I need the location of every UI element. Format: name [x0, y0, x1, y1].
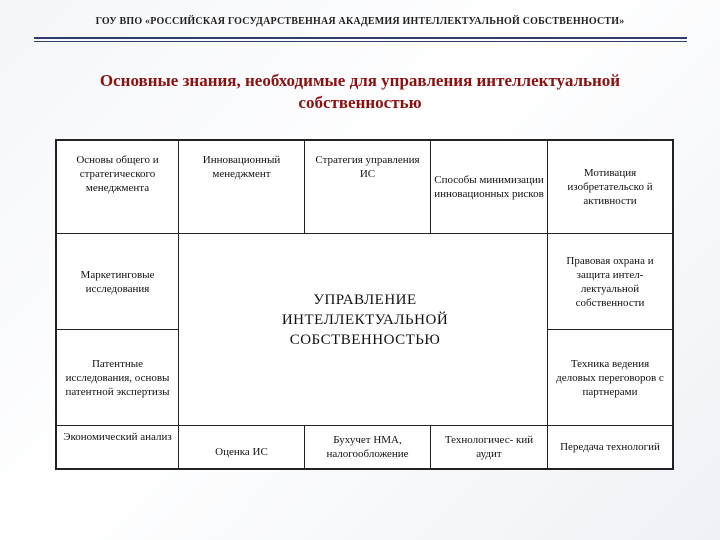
box-ip-strategy-label: Стратегия управления ИС	[315, 154, 420, 180]
slide-title-line-2: собственностью	[298, 93, 422, 112]
box-innovation-management	[178, 140, 305, 234]
header-divider	[34, 37, 687, 39]
slide-title	[40, 70, 680, 114]
diagram-center-label	[195, 290, 535, 350]
box-ip-valuation	[178, 425, 305, 469]
box-economic-analysis-label: Экономический анализ	[63, 431, 172, 443]
box-risk-minimization-label: Способы минимизации инновационных рисков	[434, 174, 544, 200]
box-technology-transfer	[547, 425, 673, 469]
box-marketing-research-label: Маркетинговые исследования	[80, 268, 155, 295]
box-negotiation-technique-label: Техника ведения деловых переговоров с партнерами	[556, 357, 664, 398]
box-legal-protection	[547, 233, 673, 330]
box-ip-strategy	[304, 140, 431, 234]
box-technology-audit-label: Технологичес- кий аудит	[444, 434, 534, 460]
box-ip-valuation-label: Оценка ИС	[215, 446, 268, 458]
box-economic-analysis	[56, 425, 179, 469]
organization-header: ГОУ ВПО «РОССИЙСКАЯ ГОСУДАРСТВЕННАЯ АКАДЕМИЯ ИНТЕЛЛЕКТУАЛЬНОЙ СОБСТВЕННОСТИ»	[95, 16, 625, 27]
box-patent-research	[56, 329, 179, 426]
box-inventive-motivation-label: Мотивация изобретательско й активности	[567, 167, 653, 207]
box-accounting-taxation-label: Бухучет НМА, налогообложение	[326, 434, 409, 460]
box-innovation-management-label: Инновационный менеджмент	[202, 154, 281, 180]
center-line-3: СОБСТВЕННОСТЬЮ	[289, 332, 441, 348]
box-marketing-research	[56, 233, 179, 330]
header-divider-thin	[34, 41, 687, 42]
box-patent-research-label: Патентные исследования, основы патентной экспертизы	[65, 357, 170, 398]
box-risk-minimization	[430, 140, 548, 234]
box-inventive-motivation	[547, 140, 673, 234]
center-line-1: УПРАВЛЕНИЕ	[313, 292, 417, 308]
box-management-basics	[56, 140, 179, 234]
box-management-basics-label: Основы общего и стратегического менеджмента	[76, 154, 159, 194]
center-line-2: ИНТЕЛЛЕКТУАЛЬНОЙ	[281, 312, 449, 328]
box-technology-transfer-label: Передача технологий	[560, 441, 660, 453]
box-accounting-taxation	[304, 425, 431, 469]
box-legal-protection-label: Правовая охрана и защита интел- лектуальной собственности	[566, 254, 654, 309]
box-negotiation-technique	[547, 329, 673, 426]
slide-title-line-1: Основные знания, необходимые для управления интеллектуальной	[99, 71, 621, 90]
box-technology-audit	[430, 425, 548, 469]
